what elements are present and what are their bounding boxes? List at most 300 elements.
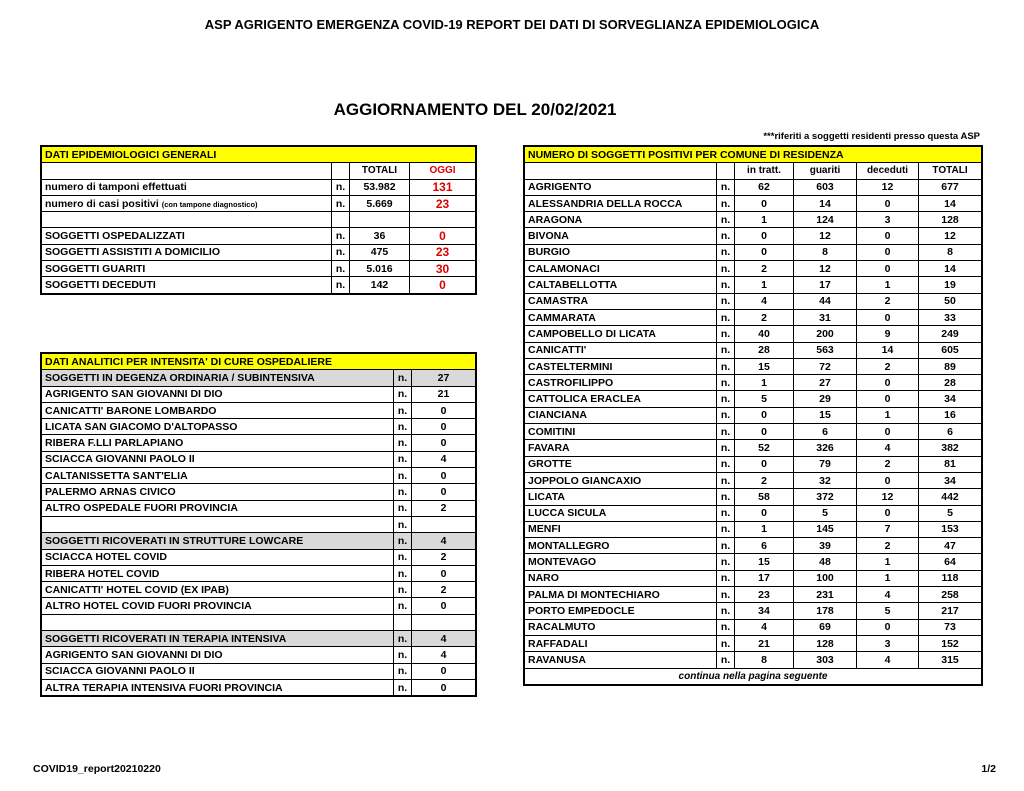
patient-count: 0 bbox=[412, 435, 476, 451]
in-treatment-value: 0 bbox=[735, 407, 794, 423]
in-treatment-value: 6 bbox=[735, 538, 794, 554]
total-value: 5.669 bbox=[350, 195, 410, 211]
municipality-name: ARAGONA bbox=[525, 212, 717, 228]
facility-label: CANICATTI' BARONE LOMBARDO bbox=[42, 402, 394, 418]
table-row bbox=[525, 538, 982, 554]
recovered-value: 326 bbox=[794, 440, 857, 456]
unit-cell: n. bbox=[394, 565, 412, 581]
update-date-title: AGGIORNAMENTO DEL 20/02/2021 bbox=[333, 100, 617, 119]
facility-label: LICATA SAN GIACOMO D'ALTOPASSO bbox=[42, 419, 394, 435]
patient-count: 27 bbox=[412, 370, 476, 386]
table-row bbox=[42, 647, 476, 663]
municipality-name: PALMA DI MONTECHIARO bbox=[525, 587, 717, 603]
table-row bbox=[525, 358, 982, 374]
table-row bbox=[42, 500, 476, 516]
unit-cell: n. bbox=[394, 370, 412, 386]
facility-label bbox=[42, 516, 394, 532]
table-row bbox=[525, 652, 982, 668]
facility-label: ALTRO OSPEDALE FUORI PROVINCIA bbox=[42, 500, 394, 516]
recovered-value: 32 bbox=[794, 472, 857, 488]
unit-cell: n. bbox=[717, 472, 735, 488]
table-row bbox=[42, 516, 476, 532]
row-label bbox=[42, 179, 332, 195]
total-value: 6 bbox=[919, 424, 982, 440]
section-row bbox=[42, 631, 476, 647]
in-treatment-value: 0 bbox=[735, 195, 794, 211]
facility-label: PALERMO ARNAS CIVICO bbox=[42, 484, 394, 500]
total-value: 142 bbox=[350, 277, 410, 293]
patient-count: 4 bbox=[412, 631, 476, 647]
municipality-name: LUCCA SICULA bbox=[525, 505, 717, 521]
in-treatment-value: 0 bbox=[735, 456, 794, 472]
unit-cell: n. bbox=[717, 635, 735, 651]
deceased-value: 0 bbox=[857, 261, 919, 277]
total-value: 12 bbox=[919, 228, 982, 244]
in-treatment-value: 4 bbox=[735, 619, 794, 635]
table-row bbox=[525, 505, 982, 521]
total-value: 89 bbox=[919, 358, 982, 374]
recovered-value: 6 bbox=[794, 424, 857, 440]
municipality-name: RACALMUTO bbox=[525, 619, 717, 635]
table-heading-row bbox=[525, 147, 982, 163]
recovered-value: 5 bbox=[794, 505, 857, 521]
table-row bbox=[42, 614, 476, 630]
recovered-value: 145 bbox=[794, 521, 857, 537]
table-row bbox=[525, 212, 982, 228]
total-value: 8 bbox=[919, 244, 982, 260]
deceased-value: 1 bbox=[857, 554, 919, 570]
unit-cell: n. bbox=[717, 309, 735, 325]
in-treatment-value: 58 bbox=[735, 489, 794, 505]
today-value: 30 bbox=[410, 261, 476, 277]
patient-count: 0 bbox=[412, 598, 476, 614]
deceased-value: 0 bbox=[857, 472, 919, 488]
deceased-value: 2 bbox=[857, 538, 919, 554]
deceased-value: 4 bbox=[857, 587, 919, 603]
table-row bbox=[525, 228, 982, 244]
in-treatment-value: 1 bbox=[735, 375, 794, 391]
municipality-name: GROTTE bbox=[525, 456, 717, 472]
unit-cell bbox=[394, 614, 412, 630]
unit-cell: n. bbox=[717, 358, 735, 374]
municipality-name: MONTEVAGO bbox=[525, 554, 717, 570]
facility-label bbox=[42, 614, 394, 630]
unit-cell: n. bbox=[394, 435, 412, 451]
row-label-text: numero di tamponi effettuati bbox=[45, 181, 187, 194]
deceased-value: 14 bbox=[857, 342, 919, 358]
deceased-value: 0 bbox=[857, 619, 919, 635]
unit-cell: n. bbox=[717, 195, 735, 211]
patient-count: 2 bbox=[412, 582, 476, 598]
in-treatment-value: 40 bbox=[735, 326, 794, 342]
row-label-note: (con tampone diagnostico) bbox=[161, 199, 258, 209]
table-row bbox=[42, 386, 476, 402]
municipality-name: CALAMONACI bbox=[525, 261, 717, 277]
deceased-value: 0 bbox=[857, 195, 919, 211]
deceased-value: 0 bbox=[857, 309, 919, 325]
table-row bbox=[525, 342, 982, 358]
unit-cell: n. bbox=[394, 631, 412, 647]
deceased-value: 2 bbox=[857, 293, 919, 309]
unit-cell: n. bbox=[717, 342, 735, 358]
table-row bbox=[525, 244, 982, 260]
recovered-value: 124 bbox=[794, 212, 857, 228]
patient-count: 0 bbox=[412, 402, 476, 418]
table-row bbox=[42, 179, 476, 195]
table-row bbox=[42, 663, 476, 679]
deceased-value: 12 bbox=[857, 179, 919, 195]
table-row bbox=[525, 521, 982, 537]
total-value: 128 bbox=[919, 212, 982, 228]
unit-cell: n. bbox=[717, 652, 735, 668]
municipality-name: CATTOLICA ERACLEA bbox=[525, 391, 717, 407]
table-row bbox=[525, 440, 982, 456]
table-row bbox=[42, 451, 476, 467]
unit-cell: n. bbox=[717, 554, 735, 570]
unit-cell: n. bbox=[717, 521, 735, 537]
table-row bbox=[42, 565, 476, 581]
total-value: 442 bbox=[919, 489, 982, 505]
today-value: 0 bbox=[410, 277, 476, 293]
recovered-value: 69 bbox=[794, 619, 857, 635]
municipality-name: CALTABELLOTTA bbox=[525, 277, 717, 293]
table-row bbox=[525, 195, 982, 211]
table-row bbox=[525, 261, 982, 277]
deceased-value: 0 bbox=[857, 424, 919, 440]
unit-cell: n. bbox=[394, 533, 412, 549]
patient-count: 0 bbox=[412, 419, 476, 435]
table-row bbox=[525, 619, 982, 635]
unit-cell: n. bbox=[394, 598, 412, 614]
unit-cell: n. bbox=[717, 505, 735, 521]
recovered-value: 17 bbox=[794, 277, 857, 293]
in-treatment-value: 0 bbox=[735, 244, 794, 260]
table-row bbox=[525, 309, 982, 325]
total-value: 217 bbox=[919, 603, 982, 619]
total-value: 19 bbox=[919, 277, 982, 293]
facility-label: ALTRO HOTEL COVID FUORI PROVINCIA bbox=[42, 598, 394, 614]
municipality-name: CAMMARATA bbox=[525, 309, 717, 325]
total-value: 81 bbox=[919, 456, 982, 472]
unit-cell: n. bbox=[717, 293, 735, 309]
total-value: 249 bbox=[919, 326, 982, 342]
patient-count bbox=[412, 614, 476, 630]
deceased-value: 0 bbox=[857, 375, 919, 391]
table-row bbox=[42, 244, 476, 260]
general-data-table bbox=[40, 145, 477, 295]
column-header: deceduti bbox=[857, 163, 919, 179]
today-value: 23 bbox=[410, 195, 476, 211]
in-treatment-value: 1 bbox=[735, 212, 794, 228]
recovered-value: 603 bbox=[794, 179, 857, 195]
municipality-name: RAVANUSA bbox=[525, 652, 717, 668]
deceased-value: 0 bbox=[857, 228, 919, 244]
total-value: 33 bbox=[919, 309, 982, 325]
table-row bbox=[525, 587, 982, 603]
deceased-value: 3 bbox=[857, 635, 919, 651]
section-row bbox=[42, 533, 476, 549]
continue-note: continua nella pagina seguente bbox=[525, 668, 982, 684]
patient-count: 21 bbox=[412, 386, 476, 402]
table-row bbox=[525, 472, 982, 488]
unit-cell: n. bbox=[717, 228, 735, 244]
recovered-value: 27 bbox=[794, 375, 857, 391]
unit-cell: n. bbox=[394, 500, 412, 516]
table-row bbox=[525, 277, 982, 293]
facility-label: SOGGETTI RICOVERATI IN STRUTTURE LOWCARE bbox=[42, 533, 394, 549]
in-treatment-value: 2 bbox=[735, 472, 794, 488]
recovered-value: 128 bbox=[794, 635, 857, 651]
deceased-value: 0 bbox=[857, 391, 919, 407]
municipality-name: JOPPOLO GIANCAXIO bbox=[525, 472, 717, 488]
table-row bbox=[42, 402, 476, 418]
unit-cell: n. bbox=[394, 516, 412, 532]
patient-count: 0 bbox=[412, 679, 476, 695]
deceased-value: 0 bbox=[857, 505, 919, 521]
blank-cell bbox=[410, 212, 476, 228]
deceased-value: 0 bbox=[857, 244, 919, 260]
table-heading-row bbox=[42, 147, 476, 163]
municipality-name: BIVONA bbox=[525, 228, 717, 244]
facility-label: AGRIGENTO SAN GIOVANNI DI DIO bbox=[42, 647, 394, 663]
facility-label: SCIACCA GIOVANNI PAOLO II bbox=[42, 451, 394, 467]
unit-cell: n. bbox=[717, 619, 735, 635]
municipality-name: BURGIO bbox=[525, 244, 717, 260]
table-row bbox=[42, 484, 476, 500]
deceased-value: 1 bbox=[857, 570, 919, 586]
recovered-value: 563 bbox=[794, 342, 857, 358]
facility-label: RIBERA HOTEL COVID bbox=[42, 565, 394, 581]
total-value: 258 bbox=[919, 587, 982, 603]
total-value: 34 bbox=[919, 391, 982, 407]
unit-cell: n. bbox=[717, 424, 735, 440]
total-value: 14 bbox=[919, 195, 982, 211]
total-value: 382 bbox=[919, 440, 982, 456]
unit-cell: n. bbox=[394, 549, 412, 565]
column-header: in tratt. bbox=[735, 163, 794, 179]
deceased-value: 2 bbox=[857, 456, 919, 472]
in-treatment-value: 34 bbox=[735, 603, 794, 619]
unit-cell: n. bbox=[394, 402, 412, 418]
recovered-value: 48 bbox=[794, 554, 857, 570]
recovered-value: 31 bbox=[794, 309, 857, 325]
oggi-header: OGGI bbox=[410, 163, 476, 179]
patient-count: 2 bbox=[412, 500, 476, 516]
table-row bbox=[42, 419, 476, 435]
municipality-name: MONTALLEGRO bbox=[525, 538, 717, 554]
patient-count bbox=[412, 516, 476, 532]
in-treatment-value: 2 bbox=[735, 261, 794, 277]
hospital-intensity-table bbox=[40, 352, 477, 697]
recovered-value: 14 bbox=[794, 195, 857, 211]
table-row bbox=[525, 456, 982, 472]
totali-header: TOTALI bbox=[350, 163, 410, 179]
recovered-value: 44 bbox=[794, 293, 857, 309]
total-value: 73 bbox=[919, 619, 982, 635]
table-row bbox=[42, 549, 476, 565]
in-treatment-value: 52 bbox=[735, 440, 794, 456]
blank-cell bbox=[525, 163, 717, 179]
recovered-value: 79 bbox=[794, 456, 857, 472]
municipality-name: ALESSANDRIA DELLA ROCCA bbox=[525, 195, 717, 211]
table-row bbox=[42, 195, 476, 211]
blank-cell bbox=[42, 163, 332, 179]
recovered-value: 231 bbox=[794, 587, 857, 603]
unit-cell: n. bbox=[394, 451, 412, 467]
hospital-heading: DATI ANALITICI PER INTENSITA' DI CURE OSPEDALIERE bbox=[42, 354, 476, 370]
unit-cell: n. bbox=[717, 326, 735, 342]
column-header-row bbox=[42, 163, 476, 179]
table-row bbox=[525, 570, 982, 586]
table-row bbox=[42, 468, 476, 484]
patient-count: 4 bbox=[412, 647, 476, 663]
empty-row bbox=[42, 212, 476, 228]
recovered-value: 100 bbox=[794, 570, 857, 586]
in-treatment-value: 1 bbox=[735, 277, 794, 293]
total-value: 28 bbox=[919, 375, 982, 391]
patient-count: 2 bbox=[412, 549, 476, 565]
municipality-name: CAMPOBELLO DI LICATA bbox=[525, 326, 717, 342]
unit-cell: n. bbox=[717, 407, 735, 423]
table-row bbox=[42, 679, 476, 695]
table-row bbox=[42, 598, 476, 614]
unit-cell: n. bbox=[717, 375, 735, 391]
table-row bbox=[42, 582, 476, 598]
municipality-name: CAMASTRA bbox=[525, 293, 717, 309]
in-treatment-value: 62 bbox=[735, 179, 794, 195]
table-row bbox=[42, 435, 476, 451]
row-label: SOGGETTI GUARITI bbox=[42, 261, 332, 277]
deceased-value: 1 bbox=[857, 277, 919, 293]
unit-cell: n. bbox=[394, 419, 412, 435]
in-treatment-value: 0 bbox=[735, 505, 794, 521]
unit-cell: n. bbox=[394, 663, 412, 679]
table-row bbox=[525, 554, 982, 570]
unit-cell: n. bbox=[332, 277, 350, 293]
unit-cell: n. bbox=[717, 587, 735, 603]
table-row bbox=[525, 603, 982, 619]
total-value: 36 bbox=[350, 228, 410, 244]
table-row bbox=[525, 489, 982, 505]
in-treatment-value: 17 bbox=[735, 570, 794, 586]
total-value: 315 bbox=[919, 652, 982, 668]
unit-cell: n. bbox=[717, 570, 735, 586]
table-row bbox=[525, 424, 982, 440]
in-treatment-value: 8 bbox=[735, 652, 794, 668]
unit-cell: n. bbox=[332, 179, 350, 195]
facility-label: AGRIGENTO SAN GIOVANNI DI DIO bbox=[42, 386, 394, 402]
patient-count: 0 bbox=[412, 565, 476, 581]
unit-cell: n. bbox=[717, 456, 735, 472]
municipality-heading: NUMERO DI SOGGETTI POSITIVI PER COMUNE DI RESIDENZA bbox=[525, 147, 982, 163]
recovered-value: 200 bbox=[794, 326, 857, 342]
in-treatment-value: 5 bbox=[735, 391, 794, 407]
in-treatment-value: 1 bbox=[735, 521, 794, 537]
table-row bbox=[42, 277, 476, 293]
unit-cell: n. bbox=[332, 261, 350, 277]
table-row bbox=[525, 375, 982, 391]
in-treatment-value: 21 bbox=[735, 635, 794, 651]
table-row bbox=[525, 391, 982, 407]
in-treatment-value: 15 bbox=[735, 554, 794, 570]
municipality-name: PORTO EMPEDOCLE bbox=[525, 603, 717, 619]
municipality-name: CASTROFILIPPO bbox=[525, 375, 717, 391]
unit-cell: n. bbox=[394, 386, 412, 402]
recovered-value: 15 bbox=[794, 407, 857, 423]
column-header: TOTALI bbox=[919, 163, 982, 179]
blank-cell bbox=[42, 212, 332, 228]
total-value: 118 bbox=[919, 570, 982, 586]
municipality-name: RAFFADALI bbox=[525, 635, 717, 651]
facility-label: ALTRA TERAPIA INTENSIVA FUORI PROVINCIA bbox=[42, 679, 394, 695]
column-header: guariti bbox=[794, 163, 857, 179]
recovered-value: 12 bbox=[794, 228, 857, 244]
continue-row bbox=[525, 668, 982, 684]
total-value: 64 bbox=[919, 554, 982, 570]
municipality-name: CIANCIANA bbox=[525, 407, 717, 423]
page-number: 1/2 bbox=[981, 763, 996, 775]
total-value: 475 bbox=[350, 244, 410, 260]
deceased-value: 1 bbox=[857, 407, 919, 423]
blank-cell bbox=[332, 212, 350, 228]
deceased-value: 12 bbox=[857, 489, 919, 505]
table-row bbox=[525, 326, 982, 342]
recovered-value: 372 bbox=[794, 489, 857, 505]
residents-note: ***riferiti a soggetti residenti presso questa ASP bbox=[763, 131, 980, 142]
patient-count: 4 bbox=[412, 533, 476, 549]
recovered-value: 8 bbox=[794, 244, 857, 260]
unit-cell: n. bbox=[394, 484, 412, 500]
unit-cell: n. bbox=[394, 468, 412, 484]
total-value: 5.016 bbox=[350, 261, 410, 277]
in-treatment-value: 0 bbox=[735, 228, 794, 244]
unit-cell: n. bbox=[717, 277, 735, 293]
facility-label: SCIACCA HOTEL COVID bbox=[42, 549, 394, 565]
in-treatment-value: 4 bbox=[735, 293, 794, 309]
unit-cell: n. bbox=[717, 391, 735, 407]
table-row bbox=[525, 293, 982, 309]
recovered-value: 39 bbox=[794, 538, 857, 554]
unit-cell: n. bbox=[332, 244, 350, 260]
deceased-value: 9 bbox=[857, 326, 919, 342]
facility-label: CALTANISSETTA SANT'ELIA bbox=[42, 468, 394, 484]
patient-count: 0 bbox=[412, 468, 476, 484]
table-row bbox=[42, 228, 476, 244]
facility-label: SCIACCA GIOVANNI PAOLO II bbox=[42, 663, 394, 679]
unit-cell: n. bbox=[394, 679, 412, 695]
unit-cell: n. bbox=[394, 647, 412, 663]
row-label: SOGGETTI DECEDUTI bbox=[42, 277, 332, 293]
total-value: 153 bbox=[919, 521, 982, 537]
municipality-name: AGRIGENTO bbox=[525, 179, 717, 195]
facility-label: SOGGETTI IN DEGENZA ORDINARIA / SUBINTENSIVA bbox=[42, 370, 394, 386]
municipality-name: LICATA bbox=[525, 489, 717, 505]
recovered-value: 178 bbox=[794, 603, 857, 619]
in-treatment-value: 28 bbox=[735, 342, 794, 358]
row-label: SOGGETTI ASSISTITI A DOMICILIO bbox=[42, 244, 332, 260]
table-row bbox=[525, 179, 982, 195]
facility-label: SOGGETTI RICOVERATI IN TERAPIA INTENSIVA bbox=[42, 631, 394, 647]
total-value: 16 bbox=[919, 407, 982, 423]
column-header-row bbox=[525, 163, 982, 179]
total-value: 50 bbox=[919, 293, 982, 309]
municipality-name: NARO bbox=[525, 570, 717, 586]
unit-cell: n. bbox=[332, 228, 350, 244]
total-value: 152 bbox=[919, 635, 982, 651]
unit-cell: n. bbox=[717, 179, 735, 195]
total-value: 34 bbox=[919, 472, 982, 488]
in-treatment-value: 23 bbox=[735, 587, 794, 603]
